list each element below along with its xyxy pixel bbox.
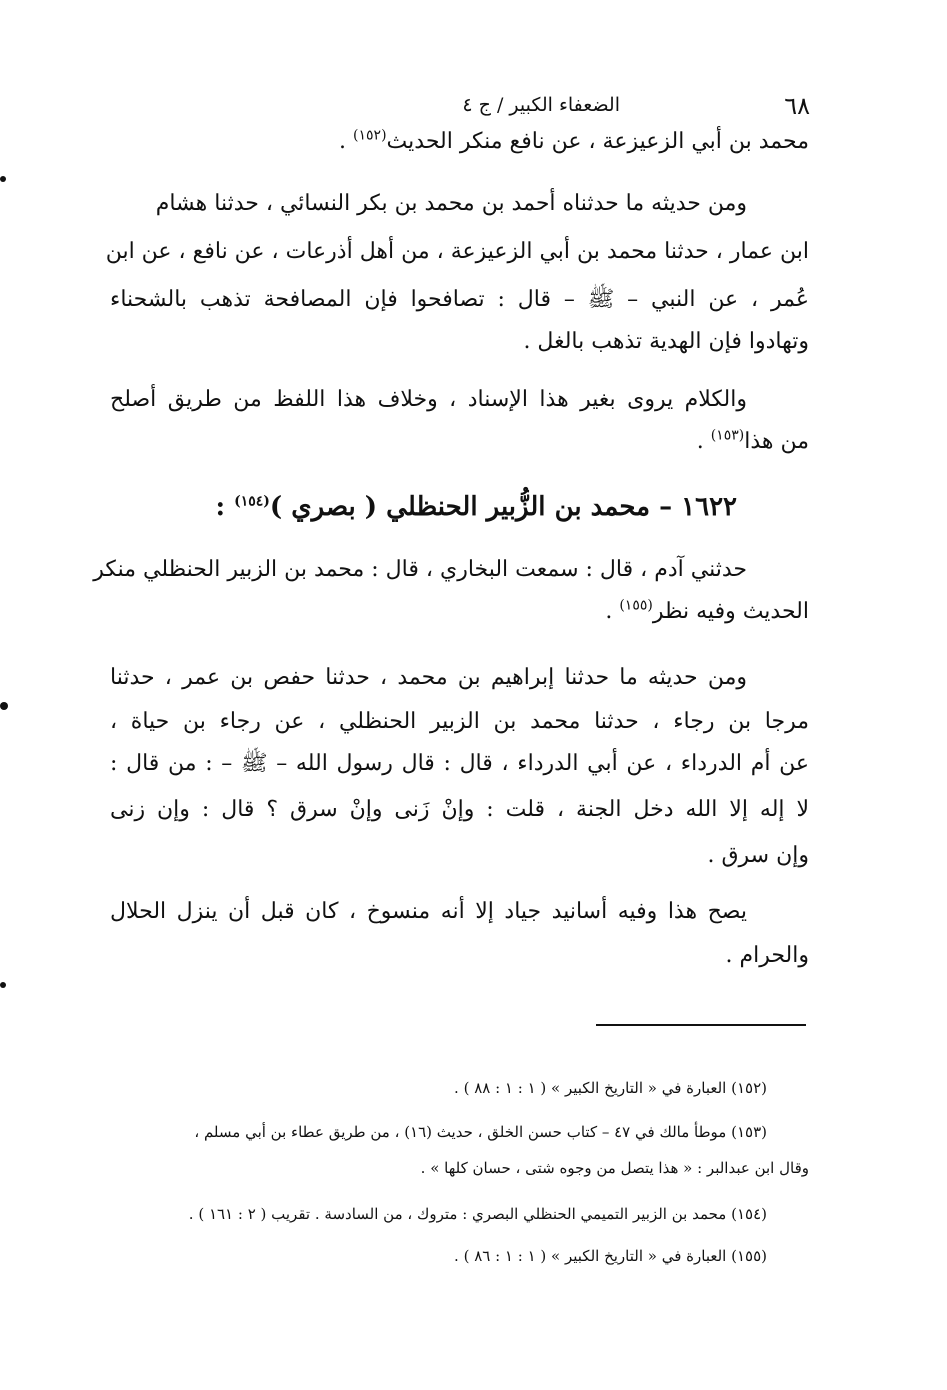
- footnote-ref: (١٥٥): [619, 597, 653, 614]
- entry-heading: ١٦٢٢ – محمد بن الزُّبير الحنظلي ( بصري )$^{(١٥٤)}$ :: [215, 492, 737, 522]
- footnote-ref: (١٥٤): [234, 493, 270, 510]
- text-line: لا إله إلا الله دخل الجنة ، قلت : وإنْ زَنى وإنْ سرق ؟ قال : وإن زنى: [110, 797, 809, 822]
- text-line: وإن سرق .: [707, 843, 809, 868]
- footnote: (١٥٤) محمد بن الزبير التميمي الحنظلي البصري : متروك ، من السادسة . تقريب ( ٢ : ١٦١ ) .: [188, 1205, 767, 1223]
- footnote: (١٥٥) العبارة في « التاريخ الكبير » ( ١ : ١ : ٨٦ ) .: [454, 1247, 767, 1265]
- scan-margin-mark: [0, 176, 6, 182]
- text-line: ومن حديثه ما حدثنا إبراهيم بن محمد ، حدثنا حفص بن عمر ، حدثنا: [110, 665, 747, 690]
- text-line: عن أم الدرداء ، عن أبي الدرداء ، قال : قال رسول الله – ﷺ – : من قال :: [110, 751, 809, 776]
- text-line: يصح هذا وفيه أسانيد جياد إلا أنه منسوخ ، كان قبل أن ينزل الحلال: [110, 899, 747, 924]
- scan-margin-mark: [0, 702, 8, 710]
- text-line: ابن عمار ، حدثنا محمد بن أبي الزعيزعة ، من أهل أذرعات ، عن نافع ، عن ابن: [105, 239, 809, 264]
- text-line: الحديث وفيه نظر$^{(١٥٥)}$ .: [605, 597, 809, 624]
- page-number: ٦٨: [784, 92, 810, 120]
- text-line: مرجا بن رجاء ، حدثنا محمد بن الزبير الحنظلي ، عن رجاء بن حياة ،: [110, 709, 809, 734]
- footnote-ref: (١٥٣): [710, 427, 745, 444]
- footnote-ref: (١٥٢): [353, 127, 387, 144]
- footnote: وقال ابن عبدالبر : « هذا يتصل من وجوه شتى ، حسان كلها » .: [420, 1159, 809, 1177]
- footnote: (١٥٣) موطأ مالك في ٤٧ – كتاب حسن الخلق ، حديث (١٦) ، من طريق عطاء بن أبي مسلم ،: [194, 1123, 767, 1141]
- text-line: من هذا$^{(١٥٣)}$ .: [696, 427, 809, 454]
- text-line: وتهادوا فإن الهدية تذهب بالغل .: [523, 329, 809, 354]
- scan-margin-mark: [0, 982, 6, 988]
- text-line: عُمر ، عن النبي – ﷺ – قال : تصافحوا فإن المصافحة تذهب بالشحناء: [110, 287, 809, 312]
- text-line: محمد بن أبي الزعيزعة ، عن نافع منكر الحديث$^{(١٥٢)}$ .: [339, 127, 809, 154]
- running-head: [110, 92, 810, 122]
- text-line: والكلام يروى بغير هذا الإسناد ، وخلاف هذا اللفظ من طريق أصلح: [110, 387, 747, 412]
- footnote-separator: [596, 1024, 806, 1026]
- text-line: حدثني آدم ، قال : سمعت البخاري ، قال : محمد بن الزبير الحنظلي منكر: [93, 557, 747, 582]
- text-line: والحرام .: [725, 943, 809, 968]
- running-title: الضعفاء الكبير / ج ٤: [462, 94, 620, 116]
- text-line: ومن حديثه ما حدثناه أحمد بن محمد بن بكر النسائي ، حدثنا هشام: [155, 191, 747, 216]
- footnote: (١٥٢) العبارة في « التاريخ الكبير » ( ١ : ١ : ٨٨ ) .: [454, 1079, 767, 1097]
